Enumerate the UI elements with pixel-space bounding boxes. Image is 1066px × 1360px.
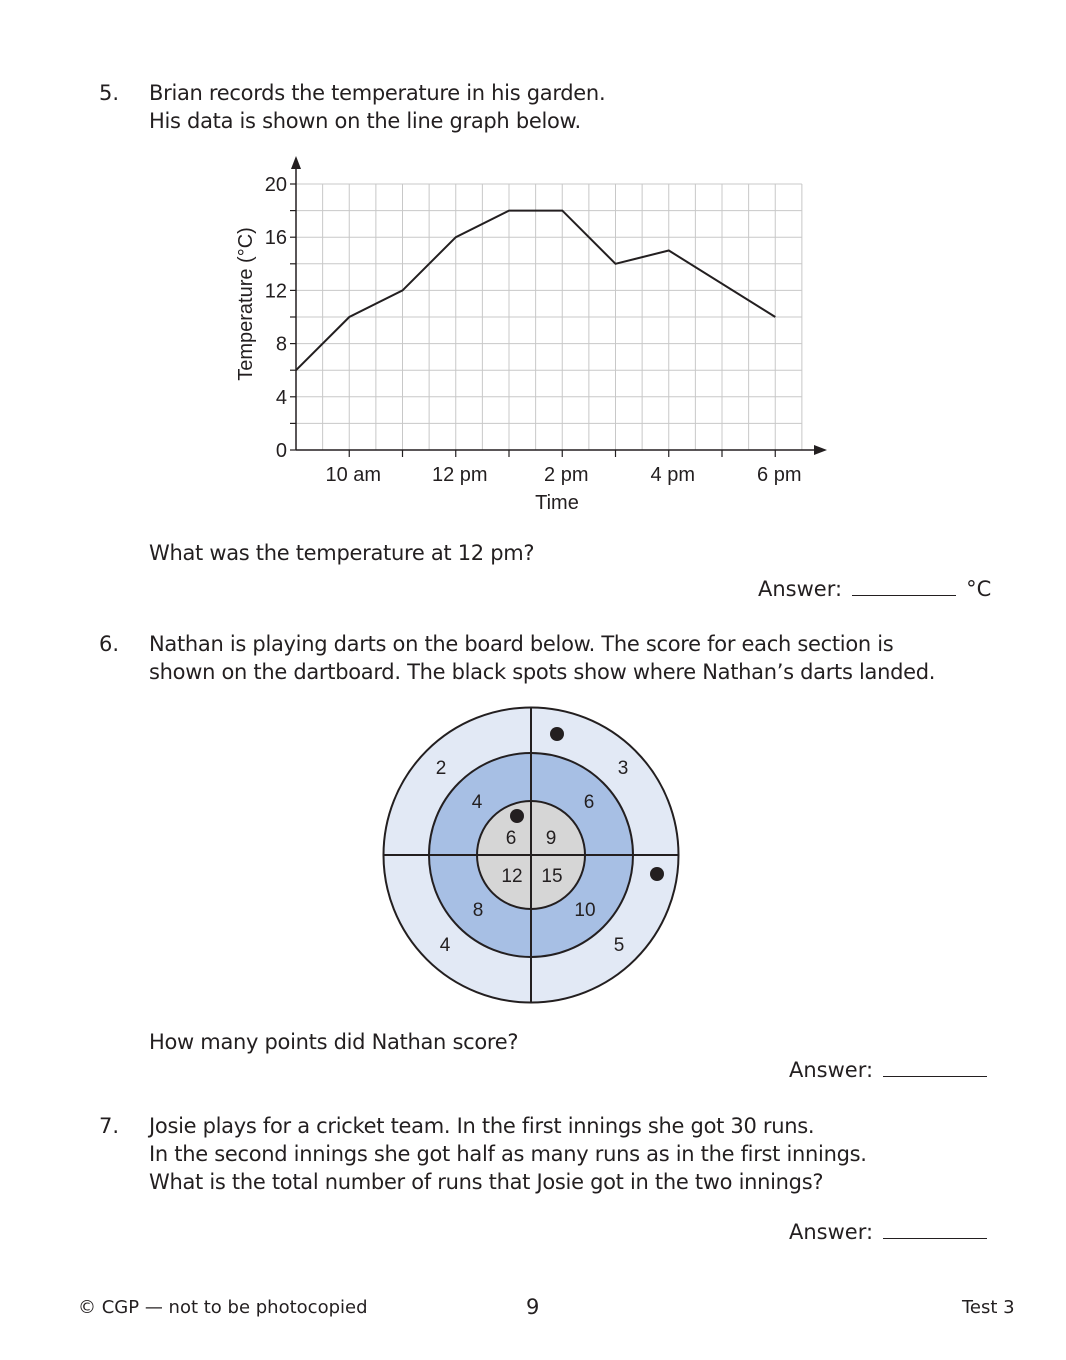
score-inner-top-left: 6 (505, 828, 517, 849)
question-7-text (149, 1112, 867, 1196)
footer-test-label: Test 3 (962, 1297, 1015, 1318)
answer-blank[interactable] (883, 1220, 987, 1239)
question-6-text (149, 630, 935, 686)
question-7-line-3: What is the total number of runs that Josie got in the two innings? (149, 1170, 824, 1194)
x-tick-label: 12 pm (431, 464, 488, 486)
answer-label: Answer: (789, 1220, 874, 1244)
question-5-answer (758, 577, 991, 601)
y-tick-label: 20 (264, 174, 287, 196)
dart-spot-1 (550, 727, 564, 741)
question-5-line-1: Brian records the temperature in his garden. (149, 81, 606, 105)
score-inner-top-right: 9 (545, 828, 557, 849)
score-outer-bottom-left: 4 (439, 935, 451, 956)
question-5-number: 5. (99, 81, 120, 105)
x-tick-label: 10 am (325, 464, 382, 486)
answer-label: Answer: (758, 577, 843, 601)
footer-page-number: 9 (526, 1295, 540, 1319)
score-middle-top-right: 6 (583, 792, 595, 813)
footer-copyright: © CGP — not to be photocopied (78, 1297, 368, 1318)
question-6-answer (789, 1058, 997, 1082)
y-tick-label: 12 (264, 280, 287, 303)
question-6-prompt: How many points did Nathan score? (149, 1030, 519, 1054)
dart-spot-3 (650, 867, 664, 881)
question-7-line-2: In the second innings she got half as many runs as in the first innings. (149, 1142, 867, 1166)
score-inner-bottom-right: 15 (541, 866, 563, 887)
question-7-line-1: Josie plays for a cricket team. In the first innings she got 30 runs. (149, 1114, 815, 1138)
question-6-number: 6. (99, 632, 120, 656)
question-6-line-2: shown on the dartboard. The black spots show where Nathan’s darts landed. (149, 660, 936, 684)
y-axis-label: Temperature (°C) (235, 227, 257, 381)
y-tick-label: 0 (275, 440, 287, 462)
y-tick-label: 16 (264, 227, 287, 250)
question-6-line-1: Nathan is playing darts on the board below. The score for each section is (149, 632, 894, 656)
temperature-line-chart (0, 0, 1066, 530)
y-tick-label: 8 (275, 333, 287, 356)
answer-blank[interactable] (852, 577, 956, 596)
question-5-line-2: His data is shown on the line graph below. (149, 109, 581, 133)
answer-label: Answer: (789, 1058, 874, 1082)
question-5-prompt: What was the temperature at 12 pm? (149, 541, 535, 565)
x-axis-label: Time (535, 492, 579, 514)
question-7-number: 7. (99, 1114, 120, 1138)
score-inner-bottom-left: 12 (501, 866, 523, 887)
chart-grid (296, 184, 802, 450)
x-axis-arrow-icon (814, 445, 827, 455)
answer-blank[interactable] (883, 1058, 987, 1077)
score-middle-top-left: 4 (471, 792, 483, 813)
answer-unit: °C (966, 577, 992, 601)
question-7-answer (789, 1220, 997, 1244)
x-tick-label: 2 pm (544, 464, 589, 486)
dart-spot-2 (510, 809, 524, 823)
y-axis-arrow-icon (291, 156, 301, 169)
score-outer-top-right: 3 (617, 758, 629, 779)
chart-ticks (265, 174, 802, 486)
dartboard (380, 703, 685, 1008)
x-tick-label: 4 pm (650, 464, 695, 486)
score-outer-top-left: 2 (435, 758, 447, 779)
score-middle-bottom-right: 10 (574, 900, 596, 921)
x-tick-label: 6 pm (757, 464, 802, 486)
score-middle-bottom-left: 8 (472, 900, 484, 921)
score-outer-bottom-right: 5 (613, 935, 625, 956)
y-tick-label: 4 (275, 386, 287, 409)
